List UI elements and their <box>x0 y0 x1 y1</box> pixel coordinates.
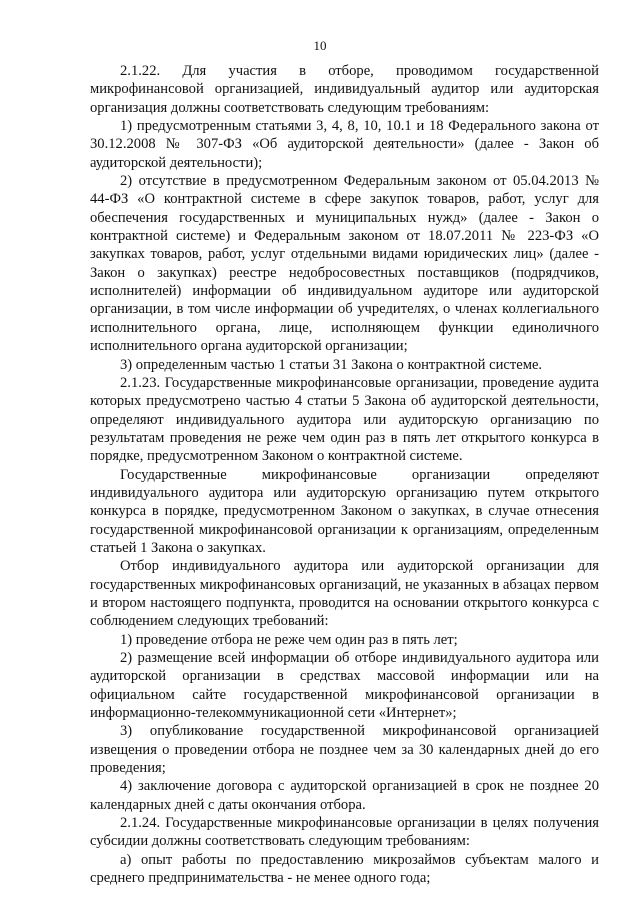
list-item-3: 3) определенным частью 1 статьи 31 Закона о контрактной системе. <box>120 356 543 373</box>
list-item-4: 4) заключение договора с аудиторской организацией в срок не позднее 20 календарных дней с даты окончания отбора. <box>90 778 599 813</box>
list-item-a: а) опыт работы по предоставлению микрозаймов субъектам малого и среднего предпринимательства - не менее одного года; <box>90 851 599 887</box>
list-item-2: 2) размещение всей информации об отборе индивидуального аудитора или аудиторской организации в средствах массовой информации или на официальном сайте государственной микрофинансовой организации в информационно-телекоммуникационной сети «Интернет»; <box>90 650 599 722</box>
paragraph-selection-requirements: Отбор индивидуального аудитора или аудиторской организации для государственных микрофинансовых организаций, не указанных в абзацах первом и втором настоящего подпункта, проводится на основании открытого конкурса с соблюдением следующих требований: <box>90 558 599 630</box>
paragraph-2-1-22: 2.1.22. Для участия в отборе, проводимом государственной микрофинансовой организацией, индивидуальный аудитор или аудиторская организация должны соответствовать следующим требованиям: <box>90 63 599 116</box>
paragraph-2-1-24: 2.1.24. Государственные микрофинансовые организации в целях получения субсидии должны соответствовать следующим требованиям: <box>90 815 599 850</box>
list-item-1: 1) предусмотренным статьями 3, 4, 8, 10, 10.1 и 18 Федерального закона от 30.12.2008 № 307-ФЗ «Об аудиторской деятельности» (далее - Закон об аудиторской деятельности); <box>90 118 599 171</box>
list-item-1: 1) проведение отбора не реже чем один раз в пять лет; <box>120 631 458 648</box>
paragraph-open-contest-procurement: Государственные микрофинансовые организации определяют индивидуального аудитора или аудиторскую организацию путем открытого конкурса в порядке, предусмотренном Законом о закупках, в случае отнесения государственной микрофинансовой организации к организациям, определенным статьей 1 Закона о закупках. <box>90 466 599 556</box>
list-item-3: 3) опубликование государственной микрофинансовой организацией извещения о проведении отбора не позднее чем за 30 календарных дней до его проведения; <box>90 723 599 777</box>
list-item-2: 2) отсутствие в предусмотренном Федеральным законом от 05.04.2013 № 44-ФЗ «О контрактной системе в сфере закупок товаров, работ, услуг для обеспечения государственных и муниципальных нужд» (далее - Закон о контрактной системе) и Федеральным законом от 18.07.2011 № 223-ФЗ «О закупках товаров, работ, услуг отдельными видами юридических лиц» (далее - Закон о закупках) реестре недобросовестных поставщиков (подрядчиков, исполнителей) информации об индивидуальном аудиторе или аудиторской организации, в том числе информации об учредителях, о членах коллегиального исполнительного органа, лице, исполняющем функции единоличного исполнительного органа аудиторской организации; <box>90 173 599 355</box>
document-body <box>90 62 599 887</box>
page-number: 10 <box>313 38 327 53</box>
paragraph-2-1-23: 2.1.23. Государственные микрофинансовые организации, проведение аудита которых предусмотрено частью 4 статьи 5 Закона об аудиторской деятельности, определяют индивидуального аудитора или аудиторскую организацию по результатам проведения не реже чем один раз в пять лет открытого конкурса в порядке, предусмотренном Законом о контрактной системе. <box>90 374 599 465</box>
